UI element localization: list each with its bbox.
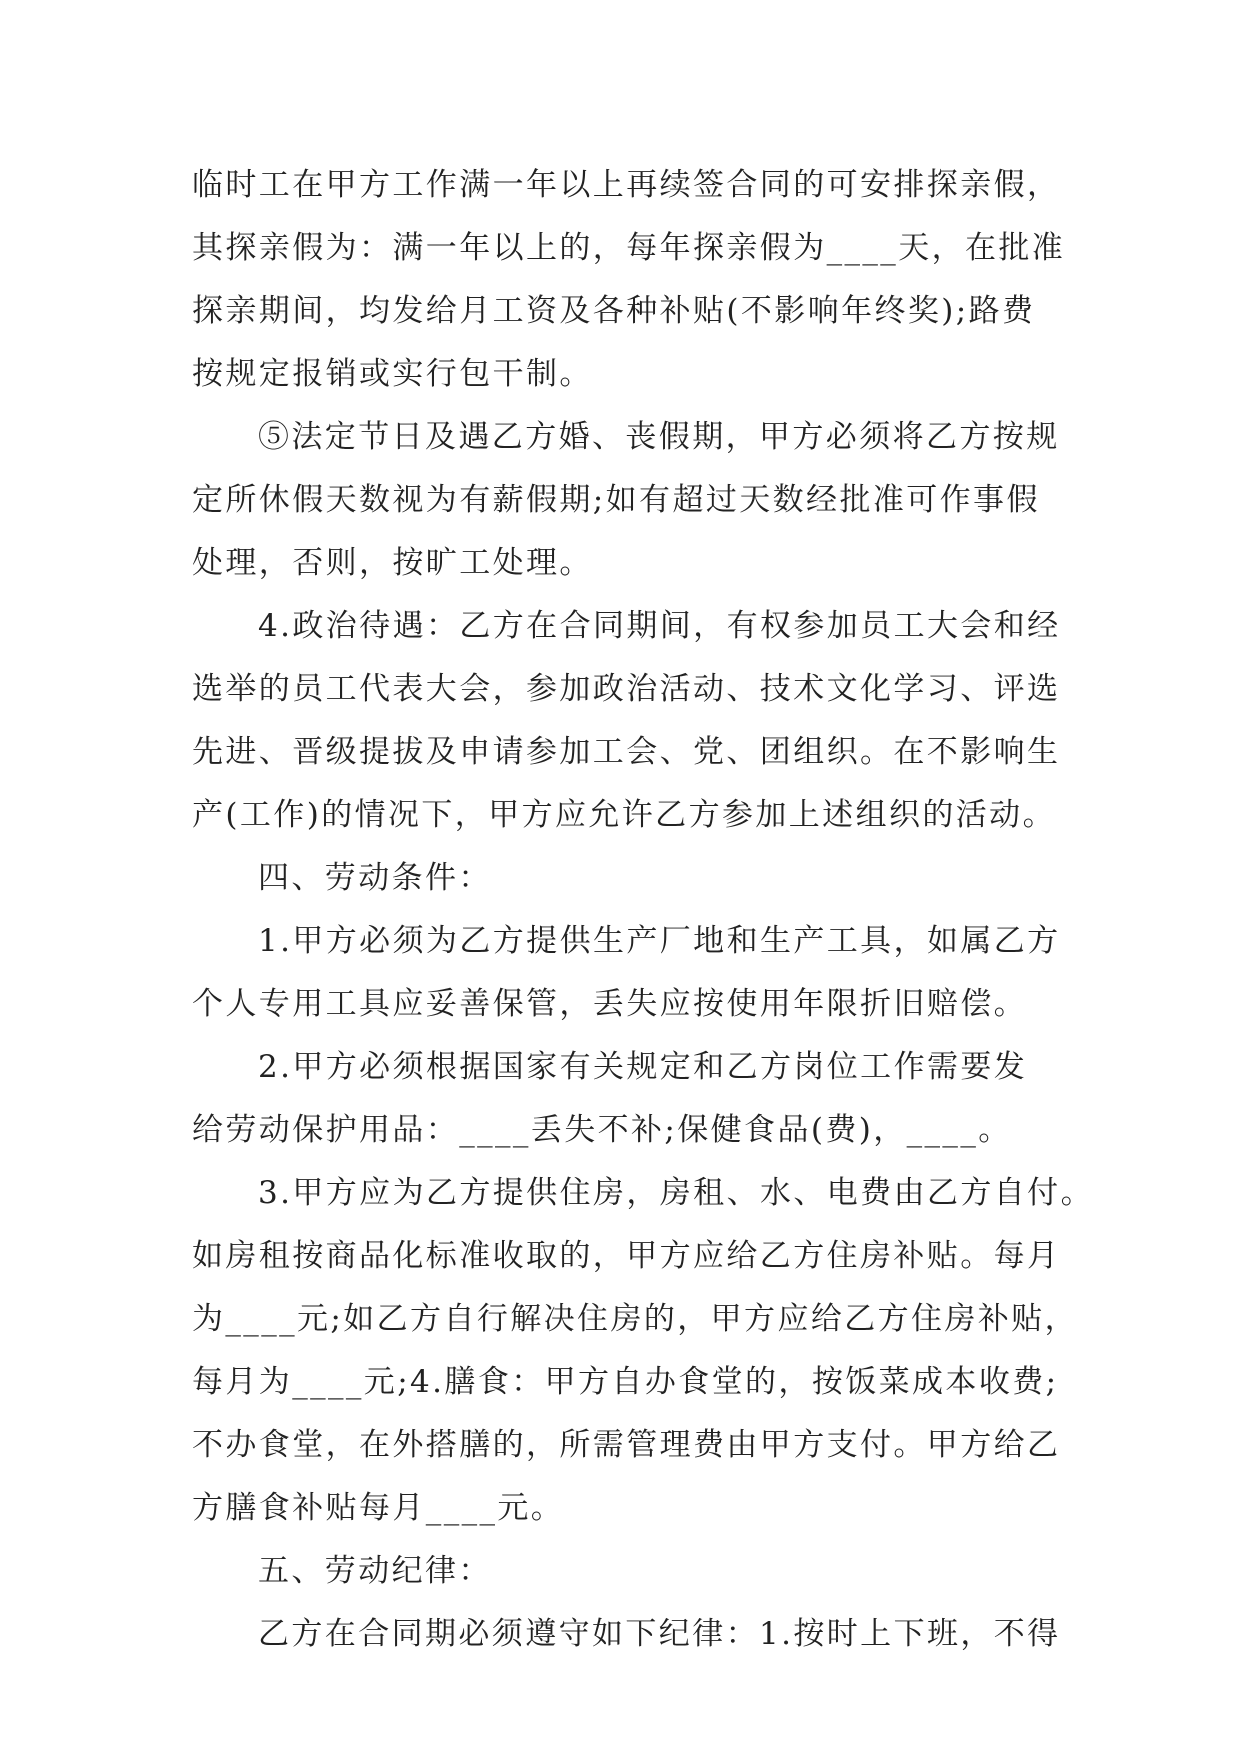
text-line: 给劳动保护用品：____丢失不补;保健食品(费)，____。 (192, 1112, 1012, 1148)
text-line: 不办食堂，在外搭膳的，所需管理费由甲方支付。甲方给乙 (192, 1427, 1061, 1463)
paragraph (192, 910, 1061, 1036)
paragraph (192, 1603, 1061, 1666)
text-line: 2.甲方必须根据国家有关规定和乙方岗位工作需要发 (258, 1049, 1028, 1085)
text-line: ⑤法定节日及遇乙方婚、丧假期，甲方必须将乙方按规 (258, 419, 1060, 455)
paragraph (192, 1036, 1052, 1162)
text-line: 按规定报销或实行包干制。 (192, 356, 593, 392)
text-line: 个人专用工具应妥善保管，丢失应按使用年限折旧赔偿。 (192, 986, 1027, 1022)
text-line: 五、劳动纪律： (258, 1553, 492, 1589)
text-line: 四、劳动条件： (258, 860, 492, 896)
paragraph (192, 595, 1061, 847)
text-line: 1.甲方必须为乙方提供生产厂地和生产工具，如属乙方 (258, 923, 1061, 959)
text-line: 选举的员工代表大会，参加政治活动、技术文化学习、评选 (192, 671, 1061, 707)
paragraph (192, 406, 1060, 595)
paragraph (192, 1162, 1094, 1540)
text-line: 3.甲方应为乙方提供住房，房租、水、电费由乙方自付。 (258, 1175, 1094, 1211)
text-line: 方膳食补贴每月____元。 (192, 1490, 565, 1526)
text-line: 先进、晋级提拔及申请参加工会、党、团组织。在不影响生 (192, 734, 1061, 770)
text-line: 探亲期间，均发给月工资及各种补贴(不影响年终奖);路费 (192, 293, 1036, 329)
text-line: 乙方在合同期必须遵守如下纪律：1.按时上下班，不得 (258, 1616, 1061, 1652)
text-line: 如房租按商品化标准收取的，甲方应给乙方住房补贴。每月 (192, 1238, 1061, 1274)
text-line: 处理，否则，按旷工处理。 (192, 545, 593, 581)
text-line: 其探亲假为：满一年以上的，每年探亲假为____天，在批准 (192, 230, 1066, 266)
paragraph (192, 847, 1052, 910)
text-line: 4.政治待遇：乙方在合同期间，有权参加员工大会和经 (258, 608, 1061, 644)
document-page (192, 154, 1094, 1666)
paragraph (192, 154, 1066, 406)
text-line: 定所休假天数视为有薪假期;如有超过天数经批准可作事假 (192, 482, 1040, 518)
text-line: 产(工作)的情况下，甲方应允许乙方参加上述组织的活动。 (192, 797, 1056, 833)
text-line: 临时工在甲方工作满一年以上再续签合同的可安排探亲假， (192, 167, 1061, 203)
text-line: 每月为____元;4.膳食：甲方自办食堂的，按饭菜成本收费; (192, 1364, 1059, 1400)
text-line: 为____元;如乙方自行解决住房的，甲方应给乙方住房补贴， (192, 1301, 1079, 1337)
paragraph (192, 1540, 1052, 1603)
